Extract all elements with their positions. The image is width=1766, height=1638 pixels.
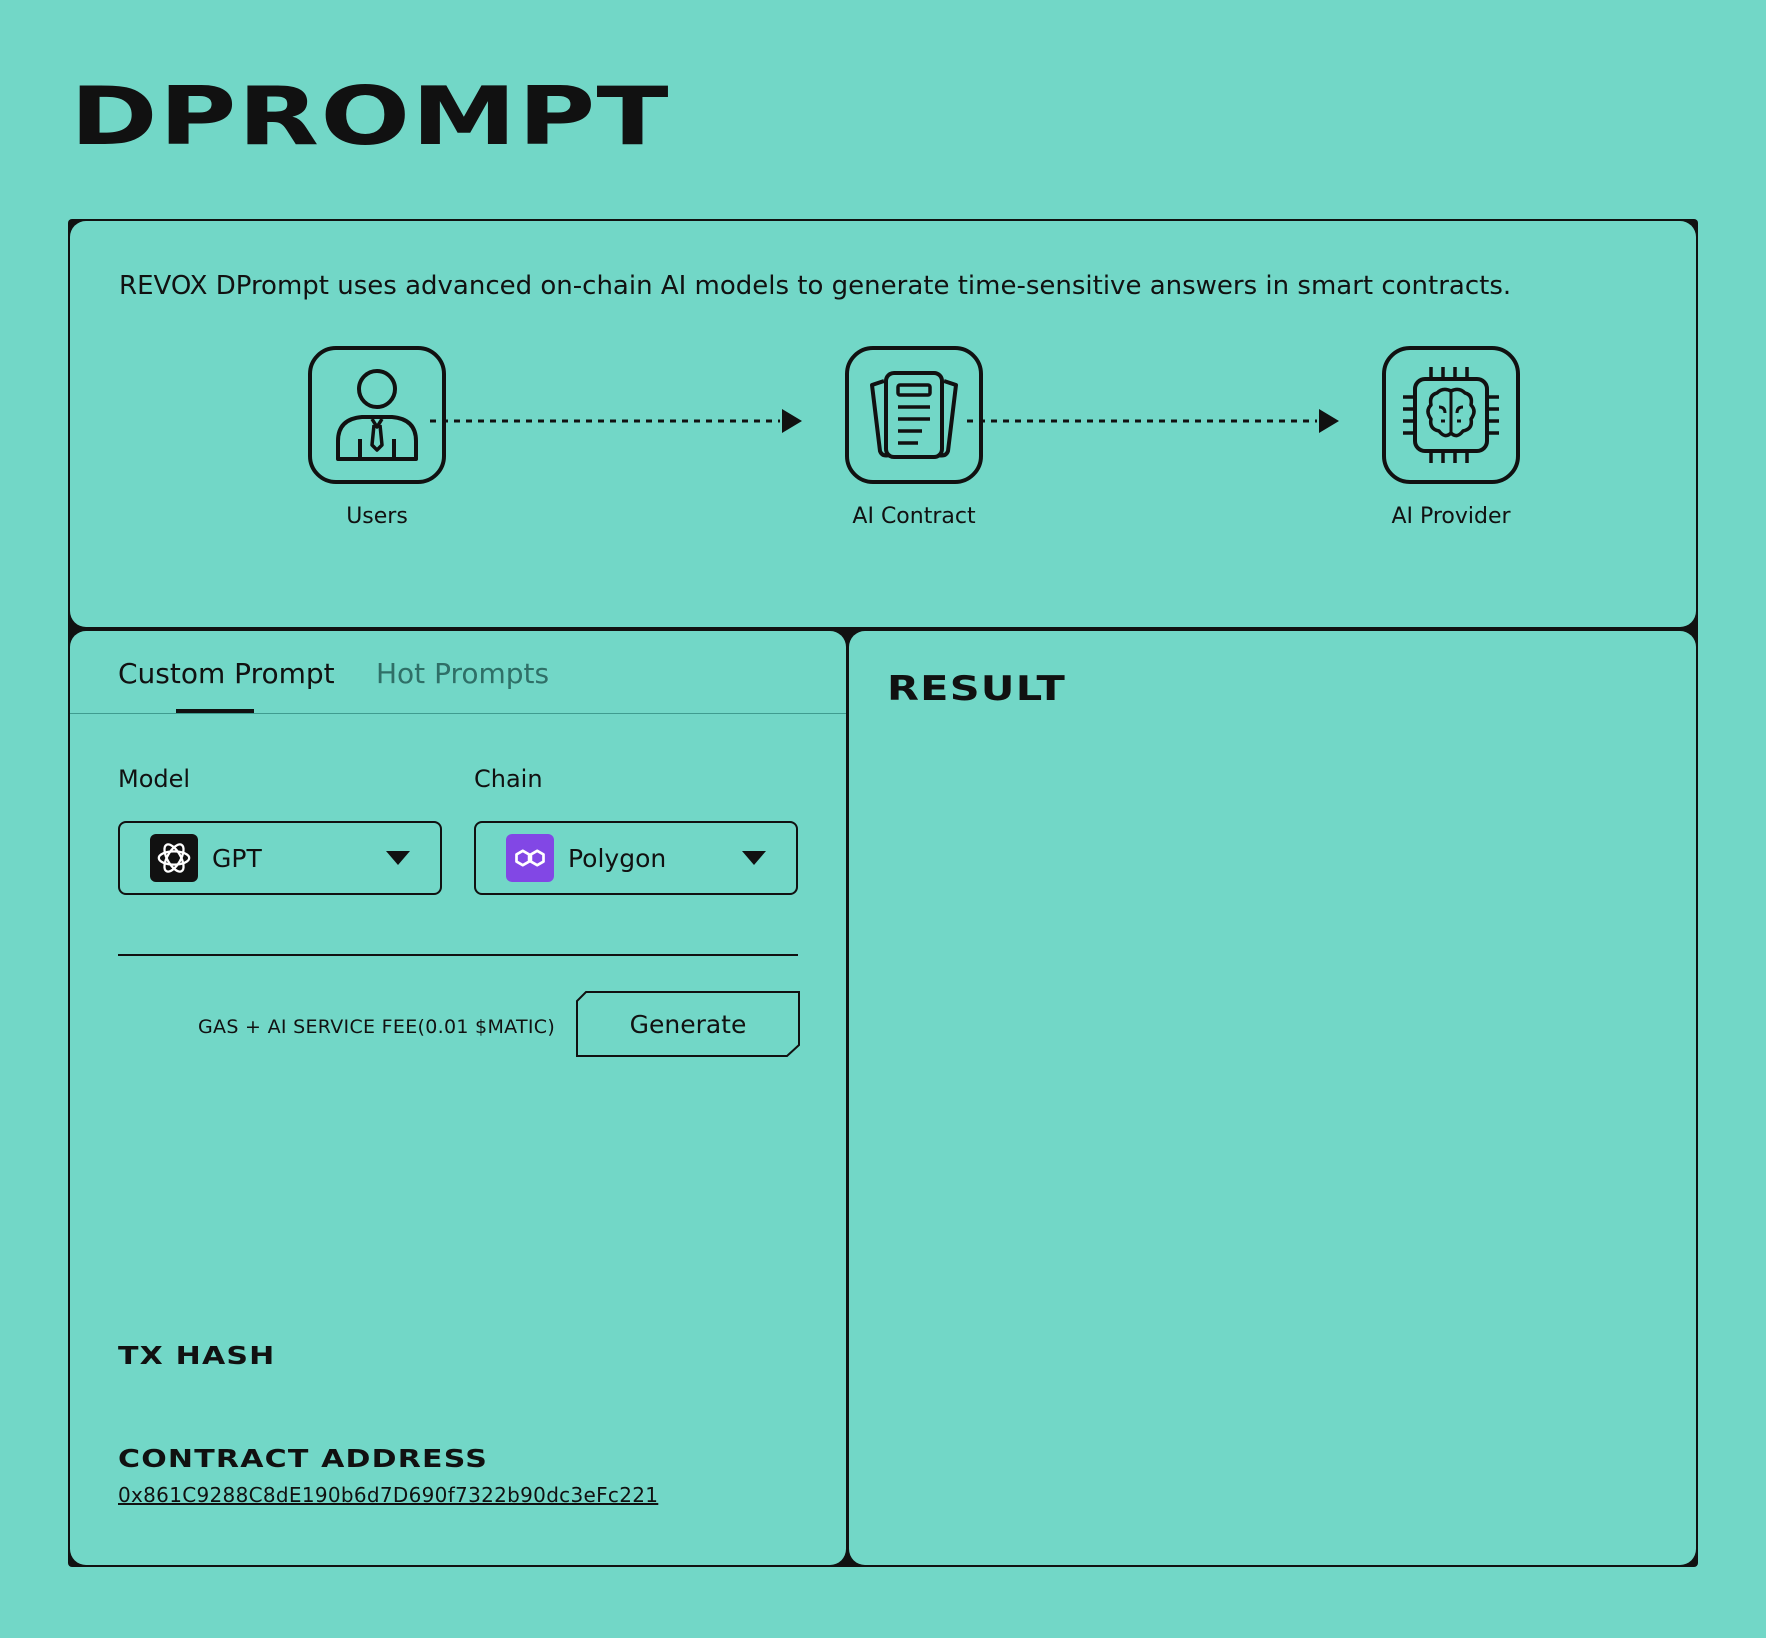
chevron-down-icon bbox=[386, 851, 410, 865]
document-icon bbox=[845, 346, 983, 484]
flow-label-ai-provider: AI Provider bbox=[1391, 504, 1511, 529]
flow-node-users bbox=[277, 346, 477, 529]
generate-button[interactable] bbox=[576, 991, 800, 1057]
flow-label-users: Users bbox=[346, 504, 408, 529]
flow-arrow-2 bbox=[965, 406, 1345, 436]
chain-select[interactable] bbox=[474, 821, 798, 895]
flow-arrow-1 bbox=[428, 406, 808, 436]
intro-panel bbox=[70, 221, 1696, 627]
openai-logo-icon bbox=[150, 834, 198, 882]
brand-title: DPROMPT bbox=[70, 70, 670, 163]
contract-address-heading: CONTRACT ADDRESS bbox=[118, 1444, 489, 1473]
prompt-tabs bbox=[70, 631, 846, 714]
result-title: RESULT bbox=[887, 669, 1067, 709]
fee-text: GAS + AI SERVICE FEE(0.01 $MATIC) bbox=[198, 1016, 556, 1038]
chain-label: Chain bbox=[474, 765, 543, 793]
ai-chip-icon bbox=[1382, 346, 1520, 484]
flow-label-ai-contract: AI Contract bbox=[852, 504, 976, 529]
chain-value: Polygon bbox=[568, 843, 667, 873]
model-select[interactable] bbox=[118, 821, 442, 895]
user-icon bbox=[308, 346, 446, 484]
tx-hash-heading: TX HASH bbox=[118, 1341, 276, 1370]
flow-node-ai-contract bbox=[814, 346, 1014, 529]
tab-hot-prompts[interactable]: Hot Prompts bbox=[376, 657, 550, 690]
polygon-logo-icon bbox=[506, 834, 554, 882]
prompt-input[interactable] bbox=[118, 954, 798, 956]
chevron-down-icon bbox=[742, 851, 766, 865]
model-label: Model bbox=[118, 765, 191, 793]
main-frame bbox=[68, 219, 1698, 1567]
intro-text: REVOX DPrompt uses advanced on-chain AI models to generate time-sensitive answers in smart contracts. bbox=[119, 271, 1512, 301]
active-tab-indicator bbox=[176, 709, 254, 713]
generate-button-label: Generate bbox=[629, 1009, 747, 1039]
result-panel bbox=[849, 631, 1696, 1565]
flow-node-ai-provider bbox=[1351, 346, 1551, 529]
tab-custom-prompt[interactable]: Custom Prompt bbox=[118, 657, 335, 690]
prompt-panel bbox=[70, 631, 846, 1565]
model-value: GPT bbox=[212, 843, 262, 873]
contract-address-link[interactable]: 0x861C9288C8dE190b6d7D690f7322b90dc3eFc221 bbox=[118, 1483, 659, 1507]
